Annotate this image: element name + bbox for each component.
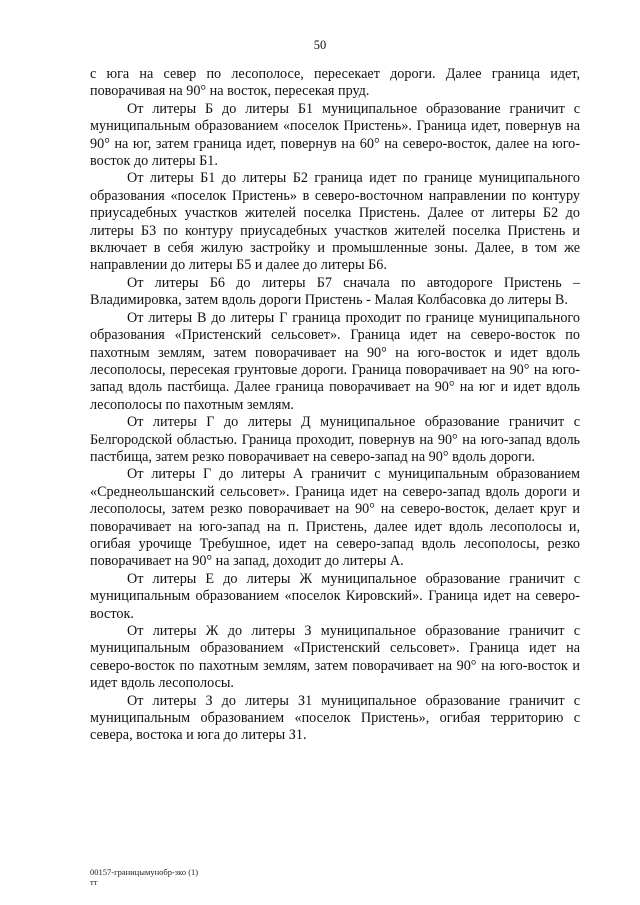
paragraph: От литеры Е до литеры Ж муниципальное образование граничит с муниципальным образованием «поселок Кировский». Граница идет на северо-восток. <box>90 570 580 622</box>
paragraph: От литеры Ж до литеры З муниципальное образование граничит с муниципальным образованием «Пристенский сельсовет». Граница идет на северо-восток по пахотным землям, затем поворачивает на 90° на юго-восток и идет вдоль лесополосы. <box>90 623 580 692</box>
paragraph: От литеры Г до литеры А граничит с муниципальным образованием «Среднеольшанский сельсовет». Граница идет на северо-запад вдоль дороги и лесополосы, затем резко поворачивает на 90° на северо-восток, делает круг и поворачивает на юго-запад на п. Пристень, далее идет вдоль лесополосы и, огибая урочище Требушное, идет на северо-запад вдоль лесополосы, резко поворачивает на 90° на запад, доходит до литеры А. <box>90 466 580 570</box>
footer <box>90 867 198 887</box>
paragraph: От литеры Б до литеры Б1 муниципальное образование граничит с муниципальным образованием «поселок Пристень». Граница идет, повернув на 90° на юг, затем граница идет, повернув на 60° на северо-восток, далее на юго-восток до литеры Б1. <box>90 100 580 170</box>
paragraph: От литеры Б6 до литеры Б7 сначала по автодороге Пристень – Владимировка, затем вдоль дороги Пристень - Малая Колбасовка до литеры В. <box>90 274 580 309</box>
document-body <box>90 66 580 745</box>
page-number: 50 <box>313 38 327 52</box>
paragraph: От литеры Г до литеры Д муниципальное образование граничит с Белгородской областью. Граница проходит, повернув на 90° на юго-запад вдоль пастбища, затем резко поворачивает на северо-запад на 90° вдоль дороги. <box>90 414 580 465</box>
paragraph-continuation: с юга на север по лесополосе, пересекает дороги. Далее граница идет, поворачивая на 90° на восток, пересекая пруд. <box>90 66 580 100</box>
footer-filename: 00157-границымунобр-зко (1) <box>90 867 199 877</box>
paragraph: От литеры В до литеры Г граница проходит по границе муниципального образования «Пристенский сельсовет». Граница идет на северо-восток по пахотным землям, затем поворачивает на 90° на юго-восток и идет вдоль лесополосы, пересекая грунтовые дороги. Граница поворачивает на 90° на юго-запад вдоль пастбища. Далее граница поворачивает на 90° на юг и идет вдоль лесополосы по пахотным землям. <box>90 309 580 413</box>
paragraph: От литеры Б1 до литеры Б2 граница идет по границе муниципального образования «поселок Пристень» в северо-восточном направлении по контуру приусадебных участков жителей поселка Пристень. Далее от литеры Б2 до литеры Б3 по контуру приусадебных участков жителей поселка Пристень и включает в себя жилую застройку и промышленные зоны. Далее, в том же направлении до литеры Б5 и далее до литеры Б6. <box>90 170 580 274</box>
paragraph: От литеры З до литеры З1 муниципальное образование граничит с муниципальным образованием «поселок Пристень», огибая территорию с севера, востока и юга до литеры З1. <box>90 692 580 744</box>
footer-initials: тт <box>90 877 98 887</box>
